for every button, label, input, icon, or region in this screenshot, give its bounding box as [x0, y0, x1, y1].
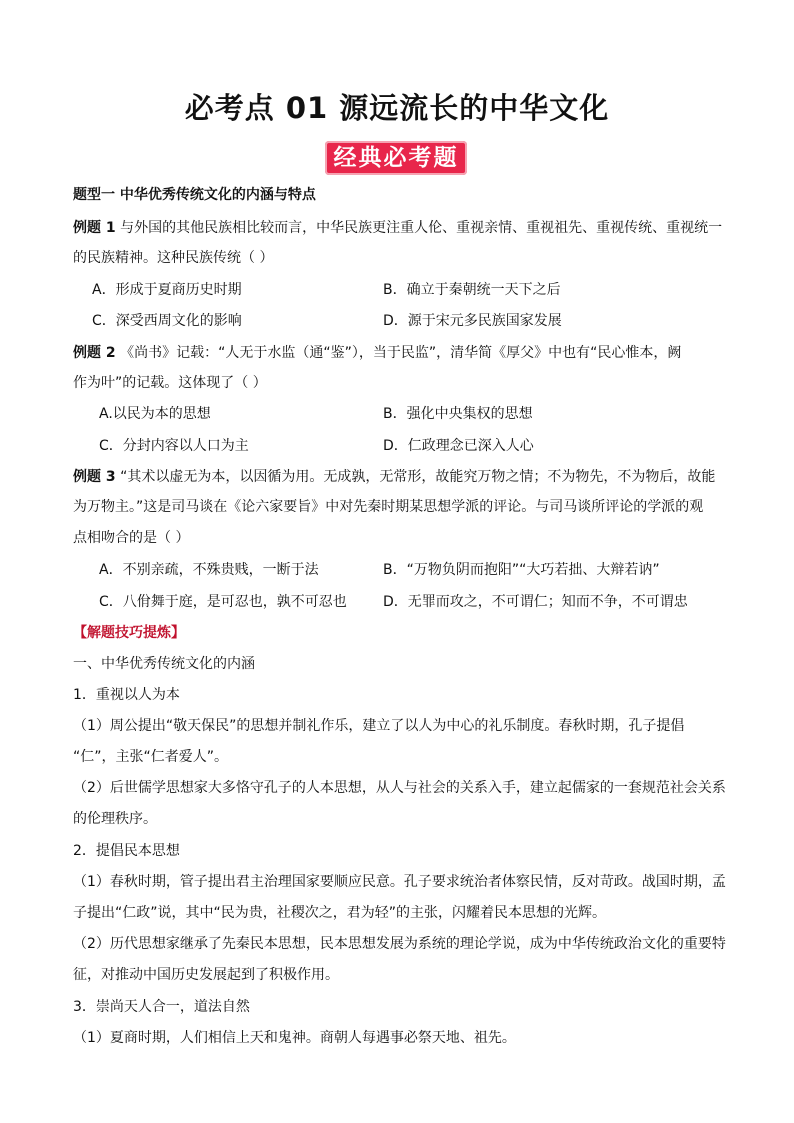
- point-1-para-2-line-1: （2）后世儒学思想家大多恪守孔子的人本思想，从人与社会的关系入手，建立起儒家的一套规范社会关系: [73, 780, 726, 796]
- example-1-line-1: [73, 219, 733, 237]
- example-1-option-a: A．形成于夏商历史时期: [92, 282, 242, 298]
- example-3-option-b: B．“万物负阴而抱阳”“大巧若拙、大辩若讷”: [383, 562, 660, 578]
- example-2-option-d: D．仁政理念已深入人心: [383, 438, 534, 454]
- example-1-option-c: C．深受西周文化的影响: [92, 313, 242, 329]
- point-2-para-2-line-1: （2）历代思想家继承了先秦民本思想，民本思想发展为系统的理论学说，成为中华传统政治文化的重要特: [73, 936, 726, 952]
- point-1-para-2-line-2: 的伦理秩序。: [73, 811, 157, 827]
- example-3-label: 例题 3: [73, 469, 116, 485]
- example-2-option-b: B．强化中央集权的思想: [383, 406, 533, 422]
- example-3-option-a: A．不别亲疏，不殊贵贱，一断于法: [99, 562, 319, 578]
- question-type-heading: 题型一 中华优秀传统文化的内涵与特点: [73, 187, 316, 203]
- example-1-text-1: 与外国的其他民族相比较而言，中华民族更注重人伦、重视亲情、重视祖先、重视传统、重视统一: [120, 220, 723, 236]
- point-2-para-2-line-2: 征，对推动中国历史发展起到了积极作用。: [73, 967, 339, 983]
- point-3-para-1-line-1: （1）夏商时期，人们相信上天和鬼神。商朝人每遇事必祭天地、祖先。: [73, 1030, 516, 1046]
- point-2-heading: 2．提倡民本思想: [73, 843, 180, 859]
- example-3-line-1: [73, 468, 733, 486]
- example-2-label: 例题 2: [73, 345, 116, 361]
- example-2-option-c: C．分封内容以人口为主: [99, 438, 249, 454]
- example-2-option-a: A.以民为本的思想: [99, 406, 211, 422]
- example-3-option-d: D．无罪而攻之，不可谓仁；知而不争，不可谓忠: [383, 594, 688, 610]
- tips-heading: 【解题技巧提炼】: [73, 625, 185, 641]
- example-1-line-2: 的民族精神。这种民族传统（ ）: [73, 250, 274, 266]
- example-3-text-1: “其术以虚无为本，以因循为用。无成孰，无常形，故能究万物之情；不为物先，不为物后，故能: [120, 469, 716, 485]
- point-3-heading: 3．崇尚天人合一，道法自然: [73, 999, 250, 1015]
- point-1-para-1-line-2: “仁”，主张“仁者爱人”。: [73, 749, 229, 765]
- point-2-para-1-line-2: 子提出“仁政”说，其中“民为贵，社稷次之，君为轻”的主张，闪耀着民本思想的光辉。: [73, 905, 607, 921]
- example-2-text-1: 《尚书》记载：“人无于水监（通“鉴”），当于民监”，清华简《厚父》中也有“民心惟本，阙: [120, 345, 682, 361]
- example-2-line-1: [73, 344, 733, 362]
- point-1-para-1-line-1: （1）周公提出“敬天保民”的思想并制礼作乐，建立了以人为中心的礼乐制度。春秋时期，孔子提倡: [73, 718, 685, 734]
- example-3-option-c: C．八佾舞于庭，是可忍也，孰不可忍也: [99, 594, 347, 610]
- example-3-line-3: 点相吻合的是（ ）: [73, 530, 190, 546]
- point-1-heading: 1．重视以人为本: [73, 687, 180, 703]
- example-3-line-2: 为万物主。”这是司马谈在《论六家要旨》中对先秦时期某思想学派的评论。与司马谈所评论的学派的观: [73, 499, 704, 515]
- example-1-label: 例题 1: [73, 220, 116, 236]
- example-2-line-2: 作为叶”的记载。这体现了（ ）: [73, 375, 267, 391]
- example-1-option-d: D．源于宋元多民族国家发展: [383, 313, 562, 329]
- section-1-heading: 一、中华优秀传统文化的内涵: [73, 656, 255, 672]
- example-1-option-b: B．确立于秦朝统一天下之后: [383, 282, 561, 298]
- page-title: 必考点 01 源远流长的中华文化: [184, 91, 610, 125]
- section-badge: 经典必考题: [325, 141, 467, 175]
- point-2-para-1-line-1: （1）春秋时期，管子提出君主治理国家要顺应民意。孔子要求统治者体察民情，反对苛政。战国时期，孟: [73, 874, 726, 890]
